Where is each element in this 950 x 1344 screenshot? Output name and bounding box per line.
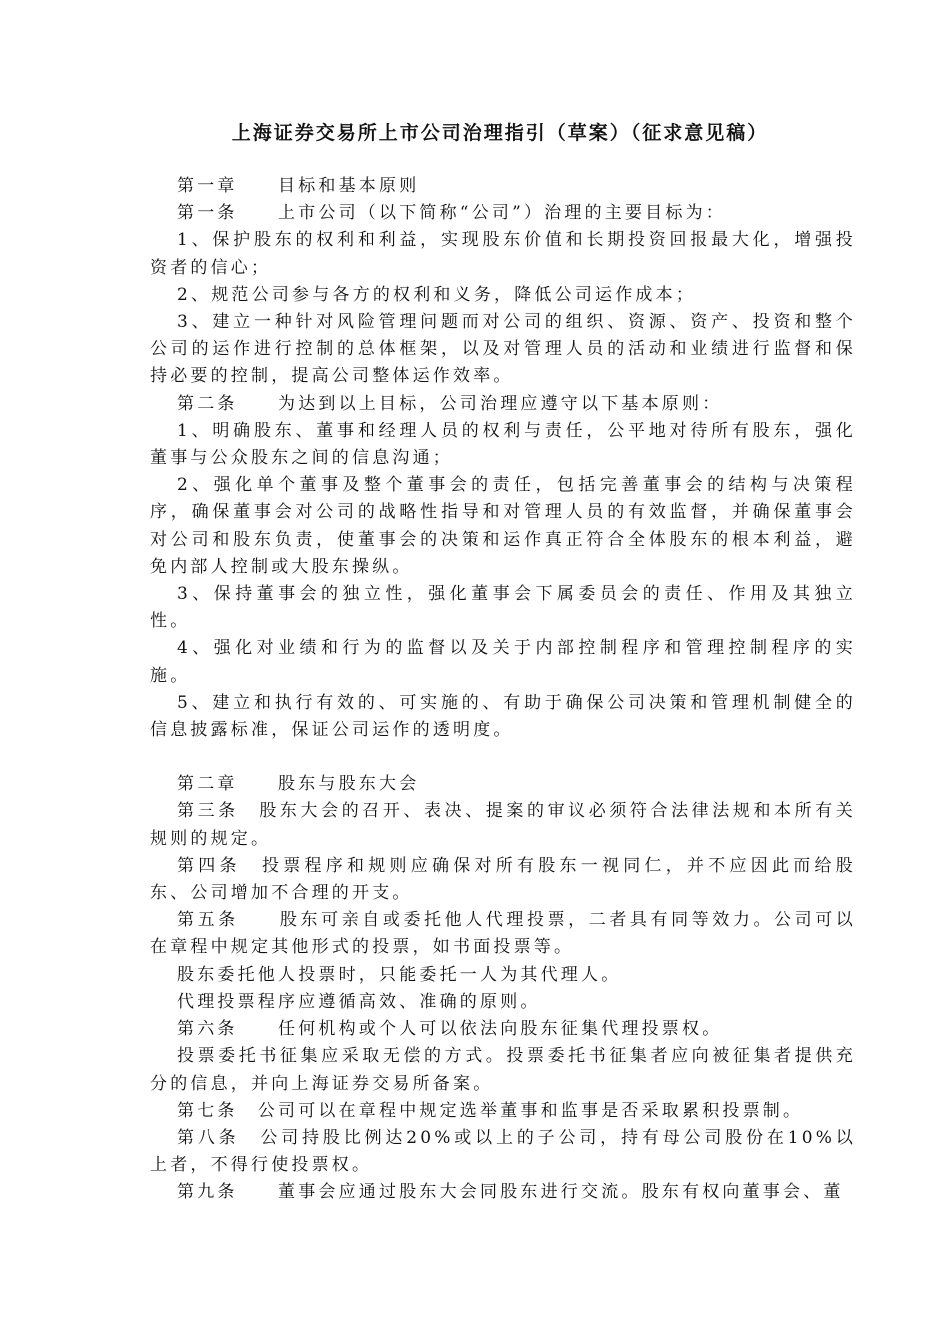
article-8: 第八条 公司持股比例达20%或以上的子公司，持有母公司股份在10%以上者，不得行使投票权。 — [150, 1127, 856, 1176]
article-2-item-4: 4、强化对业绩和行为的监督以及关于内部控制程序和管理控制程序的实施。 — [150, 638, 856, 686]
article-6-para-2: 投票委托书征集应采取无偿的方式。投票委托书征集者应向被征集者提供充分的信息，并向上海证券交易所备案。 — [150, 1046, 856, 1094]
article-4: 第四条 投票程序和规则应确保对所有股东一视同仁，并不应因此而给股东、公司增加不合理的开支。 — [150, 855, 856, 904]
chapter-1-heading: 第一章 目标和基本原则 — [177, 176, 420, 196]
article-2-item-5: 5、建立和执行有效的、可实施的、有助于确保公司决策和管理机制健全的信息披露标准，保证公司运作的透明度。 — [150, 692, 856, 741]
article-6: 第六条 任何机构或个人可以依法向股东征集代理投票权。 — [177, 1019, 723, 1040]
article-2: 第二条 为达到以上目标，公司治理应遵守以下基本原则： — [177, 393, 723, 414]
blank-line — [150, 744, 856, 771]
article-5: 第五条 股东可亲自或委托他人代理投票，二者具有同等效力。公司可以在章程中规定其他形式的投票，如书面投票等。 — [150, 910, 856, 958]
article-3: 第三条 股东大会的召开、表决、提案的审议必须符合法律法规和本所有关规则的规定。 — [150, 801, 856, 849]
article-7: 第七条 公司可以在章程中规定选举董事和监事是否采取累积投票制。 — [177, 1100, 804, 1121]
article-2-item-1: 1、明确股东、董事和经理人员的权利与责任，公平地对待所有股东，强化董事与公众股东之间的信息沟通； — [150, 420, 856, 469]
article-5-para-3: 代理投票程序应遵循高效、准确的原则。 — [177, 991, 541, 1012]
article-2-item-2: 2、强化单个董事及整个董事会的责任，包括完善董事会的结构与决策程序，确保董事会对公司的战略性指导和对管理人员的有效监督，并确保董事会对公司和股东负责，使董事会的决策和运作真正符合全体股东的根本利益，避免内部人控制或大股东操纵。 — [150, 475, 856, 577]
document-title: 上海证券交易所上市公司治理指引（草案）（征求意见稿） — [231, 122, 769, 144]
article-1-item-3: 3、建立一种针对风险管理问题而对公司的组织、资源、资产、投资和整个公司的运作进行控制的总体框架，以及对管理人员的活动和业绩进行监督和保持必要的控制，提高公司整体运作效率。 — [150, 312, 856, 387]
article-5-para-2: 股东委托他人投票时，只能委托一人为其代理人。 — [177, 964, 622, 985]
document-page — [150, 118, 856, 1207]
article-1-item-1: 1、保护股东的权利和利益，实现股东价值和长期投资回报最大化，增强投资者的信心； — [150, 230, 856, 278]
article-1-item-2: 2、规范公司参与各方的权利和义务，降低公司运作成本； — [177, 284, 697, 305]
article-9: 第九条 董事会应通过股东大会同股东进行交流。股东有权向董事会、董 — [177, 1182, 844, 1203]
article-2-item-3: 3、保持董事会的独立性，强化董事会下属委员会的责任、作用及其独立性。 — [150, 584, 856, 632]
chapter-2-heading: 第二章 股东与股东大会 — [177, 774, 420, 795]
article-1: 第一条 上市公司（以下简称“公司”）治理的主要目标为： — [177, 203, 726, 224]
